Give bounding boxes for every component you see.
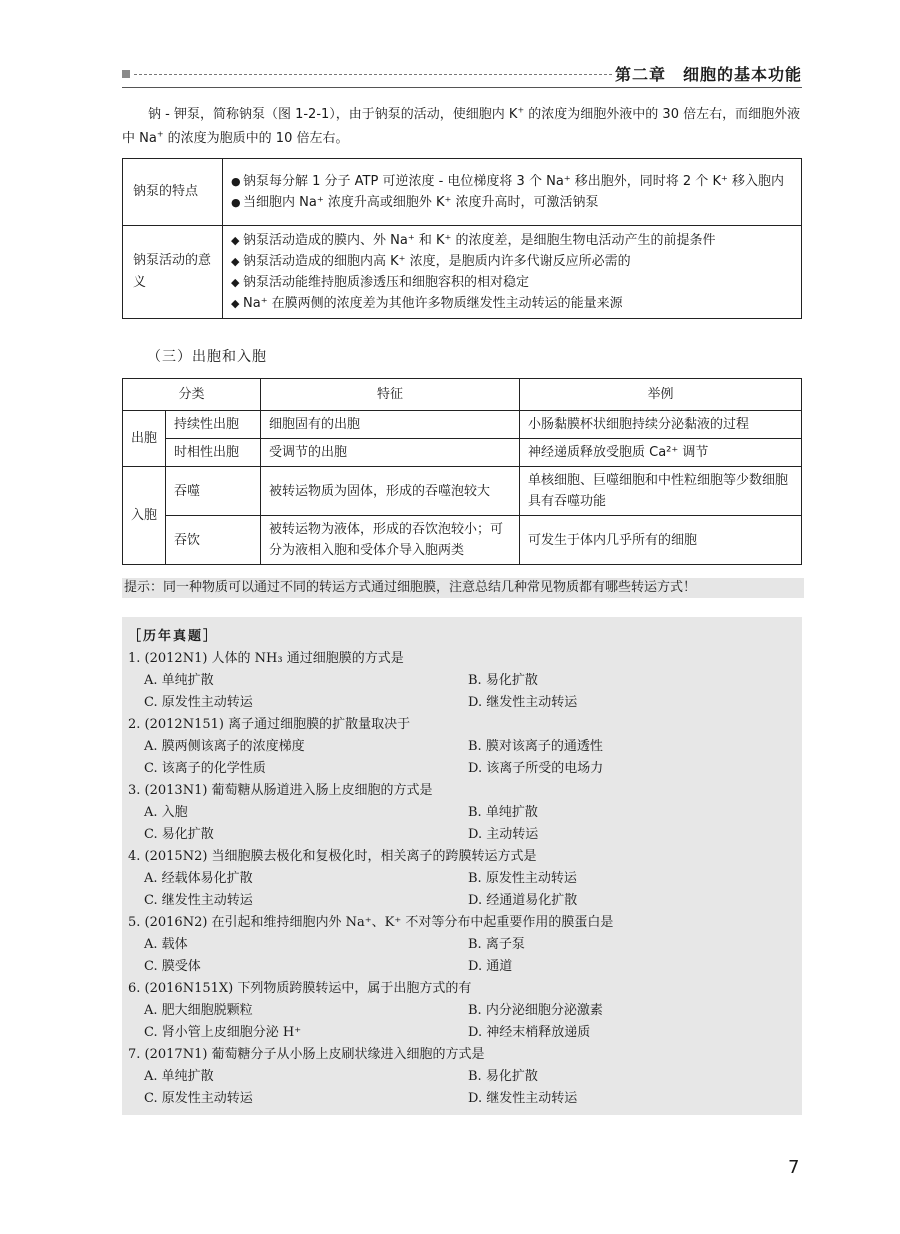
bullet-icon: ◆ [231, 276, 240, 289]
option-a: A. 单纯扩散 [144, 1069, 214, 1084]
option-a: A. 入胞 [144, 805, 188, 820]
past-exams-box [122, 617, 802, 1115]
question-stem: 4. (2015N2) 当细胞膜去极化和复极化时，相关离子的跨膜转运方式是 [128, 849, 537, 864]
sodium-pump-table [122, 158, 802, 319]
intro-text-3: 的浓度为胞质中的 10 倍左右。 [163, 131, 349, 146]
section-heading: （三）出胞和入胞 [147, 349, 267, 365]
exocytosis-endocytosis-table [122, 378, 802, 565]
corner-mark [858, 0, 900, 10]
list-item [231, 230, 793, 251]
option-b: B. 内分泌细胞分泌激素 [468, 1003, 603, 1018]
intro-sup-2: + [156, 129, 164, 139]
option-c: C. 继发性主动转运 [144, 893, 253, 908]
option-c: C. 原发性主动转运 [144, 695, 253, 710]
list-item [231, 293, 793, 314]
option-d: D. 主动转运 [468, 827, 539, 842]
type-cell: 时相性出胞 [166, 439, 261, 467]
option-b: B. 易化扩散 [468, 1069, 538, 1084]
chapter-title: 第二章 细胞的基本功能 [614, 65, 802, 84]
list-item [231, 251, 793, 272]
feature-cell: 细胞固有的出胞 [261, 411, 520, 439]
list-item [231, 272, 793, 293]
bullet-text: 钠泵每分解 1 分子 ATP 可逆浓度 - 电位梯度将 3 个 Na⁺ 移出胞外，同时将 2 个 K⁺ 移入胞内 [243, 174, 784, 189]
example-cell: 单核细胞、巨噬细胞和中性粒细胞等少数细胞具有吞噬功能 [520, 467, 802, 516]
row-content [223, 159, 802, 226]
table-row [123, 439, 802, 467]
list-item [231, 171, 793, 192]
question-stem: 1. (2012N1) 人体的 NH₃ 通过细胞膜的方式是 [128, 651, 404, 666]
question-stem: 7. (2017N1) 葡萄糖分子从小肠上皮刷状缘进入细胞的方式是 [128, 1047, 485, 1062]
table-row [123, 411, 802, 439]
option-d: D. 通道 [468, 959, 513, 974]
example-cell: 小肠黏膜杯状细胞持续分泌黏液的过程 [520, 411, 802, 439]
intro-paragraph [122, 103, 806, 151]
option-a: A. 肥大细胞脱颗粒 [144, 1003, 253, 1018]
option-b: B. 单纯扩散 [468, 805, 538, 820]
question-stem: 3. (2013N1) 葡萄糖从肠道进入肠上皮细胞的方式是 [128, 783, 433, 798]
option-a: A. 载体 [144, 937, 188, 952]
option-c: C. 该离子的化学性质 [144, 761, 266, 776]
column-header: 举例 [520, 379, 802, 411]
type-cell: 吞噬 [166, 467, 261, 516]
bullet-text: 当细胞内 Na⁺ 浓度升高或细胞外 K⁺ 浓度升高时，可激活钠泵 [243, 195, 599, 210]
option-a: A. 单纯扩散 [144, 673, 214, 688]
option-d: D. 该离子所受的电场力 [468, 761, 604, 776]
bullet-text: Na⁺ 在膜两侧的浓度差为其他许多物质继发性主动转运的能量来源 [243, 296, 623, 311]
group-label: 出胞 [123, 411, 166, 467]
option-b: B. 膜对该离子的通透性 [468, 739, 603, 754]
option-c: C. 膜受体 [144, 959, 201, 974]
intro-text-2: 的浓度为细胞外液中的 30 倍左右，而细胞外液中 Na [122, 107, 801, 146]
option-d: D. 继发性主动转运 [468, 695, 578, 710]
question-stem: 6. (2016N151X) 下列物质跨膜转运中，属于出胞方式的有 [128, 981, 472, 996]
group-label: 入胞 [123, 467, 166, 565]
list-item [231, 192, 793, 213]
table-row [123, 516, 802, 565]
option-b: B. 离子泵 [468, 937, 525, 952]
bullet-text: 钠泵活动造成的膜内、外 Na⁺ 和 K⁺ 的浓度差，是细胞生物电活动产生的前提条件 [243, 233, 716, 248]
column-header: 特征 [261, 379, 520, 411]
option-d: D. 经通道易化扩散 [468, 893, 578, 908]
table-row [123, 159, 802, 226]
tip-bar: 提示：同一种物质可以通过不同的转运方式通过细胞膜，注意总结几种常见物质都有哪些转运方式！ [122, 578, 804, 598]
question-stem: 5. (2016N2) 在引起和维持细胞内外 Na⁺、K⁺ 不对等分布中起重要作用的膜蛋白是 [128, 915, 614, 930]
row-label: 钠泵活动的意义 [123, 226, 223, 319]
option-b: B. 易化扩散 [468, 673, 538, 688]
bullet-icon: ◆ [231, 297, 240, 310]
page-number: 7 [788, 1157, 800, 1178]
feature-cell: 被转运物为液体，形成的吞饮泡较小；可分为液相入胞和受体介导入胞两类 [261, 516, 520, 565]
bullet-icon: ◆ [231, 255, 240, 268]
bullet-icon: ◆ [231, 234, 240, 247]
bullet-icon: ● [231, 175, 241, 188]
header-dotted-rule [134, 74, 612, 75]
running-header [122, 60, 802, 88]
question-stem: 2. (2012N151) 离子通过细胞膜的扩散量取决于 [128, 717, 411, 732]
option-c: C. 易化扩散 [144, 827, 214, 842]
example-cell: 神经递质释放受胞质 Ca²⁺ 调节 [520, 439, 802, 467]
intro-text-1: 钠 - 钾泵，简称钠泵（图 1-2-1），由于钠泵的活动，使细胞内 K [148, 107, 518, 122]
option-a: A. 经载体易化扩散 [144, 871, 253, 886]
table-row [123, 226, 802, 319]
option-b: B. 原发性主动转运 [468, 871, 577, 886]
option-d: D. 神经末梢释放递质 [468, 1025, 591, 1040]
option-c: C. 肾小管上皮细胞分泌 H⁺ [144, 1025, 302, 1040]
bullet-text: 钠泵活动造成的细胞内高 K⁺ 浓度，是胞质内许多代谢反应所必需的 [243, 254, 631, 269]
past-exams-title: ［历年真题］ [128, 629, 219, 644]
table-header-row [123, 379, 802, 411]
option-d: D. 继发性主动转运 [468, 1091, 578, 1106]
table-row [123, 467, 802, 516]
bullet-icon: ● [231, 196, 241, 209]
intro-sup-1: + [517, 105, 525, 115]
type-cell: 持续性出胞 [166, 411, 261, 439]
bullet-text: 钠泵活动能维持胞质渗透压和细胞容积的相对稳定 [243, 275, 530, 290]
header-square-icon [122, 70, 130, 78]
option-a: A. 膜两侧该离子的浓度梯度 [144, 739, 305, 754]
row-content [223, 226, 802, 319]
feature-cell: 受调节的出胞 [261, 439, 520, 467]
row-label: 钠泵的特点 [123, 159, 223, 226]
column-header: 分类 [123, 379, 261, 411]
type-cell: 吞饮 [166, 516, 261, 565]
option-c: C. 原发性主动转运 [144, 1091, 253, 1106]
feature-cell: 被转运物质为固体，形成的吞噬泡较大 [261, 467, 520, 516]
header-rule [122, 87, 802, 88]
example-cell: 可发生于体内几乎所有的细胞 [520, 516, 802, 565]
